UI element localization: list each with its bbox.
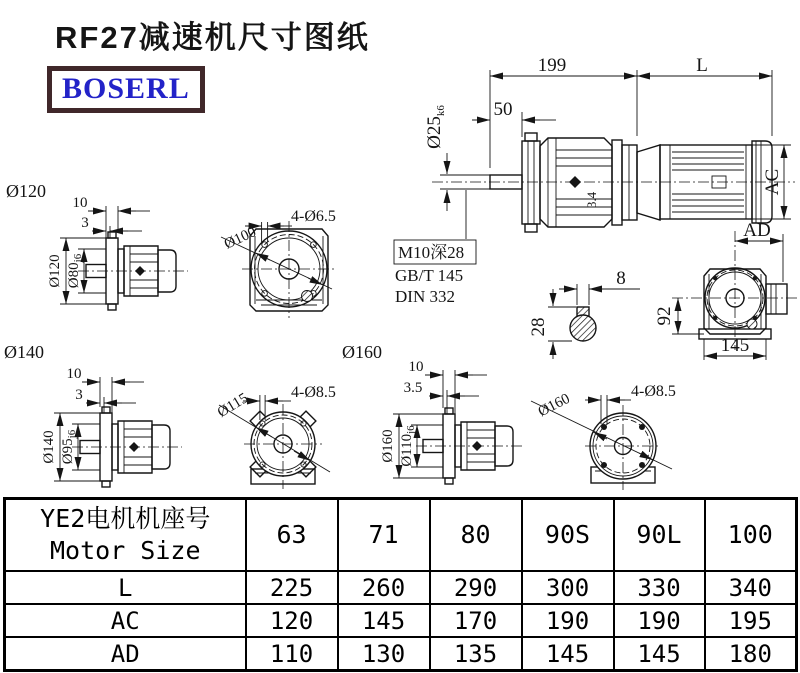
table-row-L	[5, 571, 797, 604]
table-row-AC	[5, 604, 797, 637]
note-gbt: GB/T 145	[395, 266, 464, 285]
column-100: 100	[705, 499, 797, 572]
column-71: 71	[338, 499, 430, 572]
dim-value: Ø110	[399, 433, 415, 467]
dim-label-taper: 3.4	[584, 191, 599, 209]
dim-label-100-holes: 4-Ø6.5	[291, 208, 336, 225]
view-back	[654, 220, 797, 360]
view-flange160-side	[342, 342, 524, 484]
dim-label-key-width: 8	[616, 268, 626, 289]
row-label-AD: AD	[5, 637, 246, 671]
dim-label-160f-holes: 4-Ø8.5	[631, 383, 676, 400]
dim-label-115-holes: 4-Ø8.5	[291, 384, 336, 401]
cell: 225	[246, 571, 338, 604]
motor-size-header-cn: YE2电机机座号	[40, 503, 211, 533]
column-80: 80	[430, 499, 522, 572]
cell: 195	[705, 604, 797, 637]
dim-value: Ø95	[60, 438, 76, 465]
column-90L: 90L	[614, 499, 705, 572]
cell: 110	[246, 637, 338, 671]
cell: 180	[705, 637, 797, 671]
cell: 190	[614, 604, 705, 637]
dim-label-160f-pcd: Ø160	[535, 390, 573, 421]
dim-label-L: L	[696, 55, 708, 76]
dim-label-140-3: 3	[75, 387, 83, 403]
view-face100	[221, 208, 336, 318]
dim-value: Ø25	[424, 116, 445, 149]
dim-label-199: 199	[537, 55, 567, 76]
dim-label-100-pcd: Ø100	[221, 224, 259, 253]
dim-label-160-outer: Ø160	[380, 429, 396, 463]
dim-label-120-outer: Ø120	[47, 254, 63, 288]
cell: 260	[338, 571, 430, 604]
dim-label-92: 92	[654, 306, 675, 326]
cell: 145	[522, 637, 614, 671]
cell: 340	[705, 571, 797, 604]
dim-label-145: 145	[720, 335, 750, 356]
dim-label-shaft-dia	[424, 105, 447, 149]
cell: 330	[614, 571, 705, 604]
dim-label-key-height: 28	[528, 317, 549, 337]
dim-label-160-35: 3.5	[403, 380, 423, 396]
cell: 170	[430, 604, 522, 637]
dim-label-AD: AD	[743, 220, 771, 241]
dim-label-140-spigot	[60, 429, 78, 464]
note-tap: M10深28	[398, 243, 465, 262]
view-face115	[215, 384, 336, 489]
dim-label-50: 50	[493, 99, 513, 120]
column-63: 63	[246, 499, 338, 572]
dim-label-160-10: 10	[408, 359, 424, 375]
view-face160	[531, 383, 676, 490]
fit-tolerance: j6	[405, 425, 417, 434]
motor-size-header-en: Motor Size	[49, 536, 201, 565]
cell: 290	[430, 571, 522, 604]
dim-label-120-10: 10	[72, 195, 88, 211]
dimension-table	[3, 497, 798, 672]
table-header-row	[5, 499, 797, 572]
cell: 130	[338, 637, 430, 671]
cell: 135	[430, 637, 522, 671]
table-row-AD	[5, 637, 797, 671]
dim-label-120-3: 3	[81, 215, 89, 231]
cell: 145	[338, 604, 430, 637]
brand-logo: BOSERL	[47, 66, 205, 113]
dim-label-120-spigot	[66, 253, 84, 288]
section-label-160: Ø160	[342, 342, 382, 362]
page-title: RF27减速机尺寸图纸	[55, 20, 370, 55]
cell: 190	[522, 604, 614, 637]
section-label-140: Ø140	[4, 342, 44, 362]
cell: 145	[614, 637, 705, 671]
row-label-AC: AC	[5, 604, 246, 637]
view-flange120-side	[6, 181, 188, 310]
view-flange140-side	[4, 342, 182, 487]
view-key-section	[528, 268, 640, 359]
thread-note	[394, 240, 476, 306]
dim-label-140-10: 10	[66, 366, 82, 382]
view-main-assembly	[424, 55, 795, 239]
fit-tolerance: j6	[72, 253, 84, 263]
dim-label-140-outer: Ø140	[41, 430, 57, 464]
cell: 300	[522, 571, 614, 604]
dim-value: Ø80	[66, 262, 82, 289]
dim-label-160-spigot	[399, 425, 417, 467]
dim-label-AC: AC	[762, 168, 783, 196]
motor-size-header	[5, 499, 246, 572]
fit-tolerance: j6	[66, 429, 78, 439]
dim-label-115-pcd: Ø115	[214, 390, 252, 421]
cell: 120	[246, 604, 338, 637]
column-90S: 90S	[522, 499, 614, 572]
section-label-120: Ø120	[6, 181, 46, 201]
fit-tolerance: k6	[435, 105, 447, 117]
row-label-L: L	[5, 571, 246, 604]
note-din: DIN 332	[395, 287, 455, 306]
